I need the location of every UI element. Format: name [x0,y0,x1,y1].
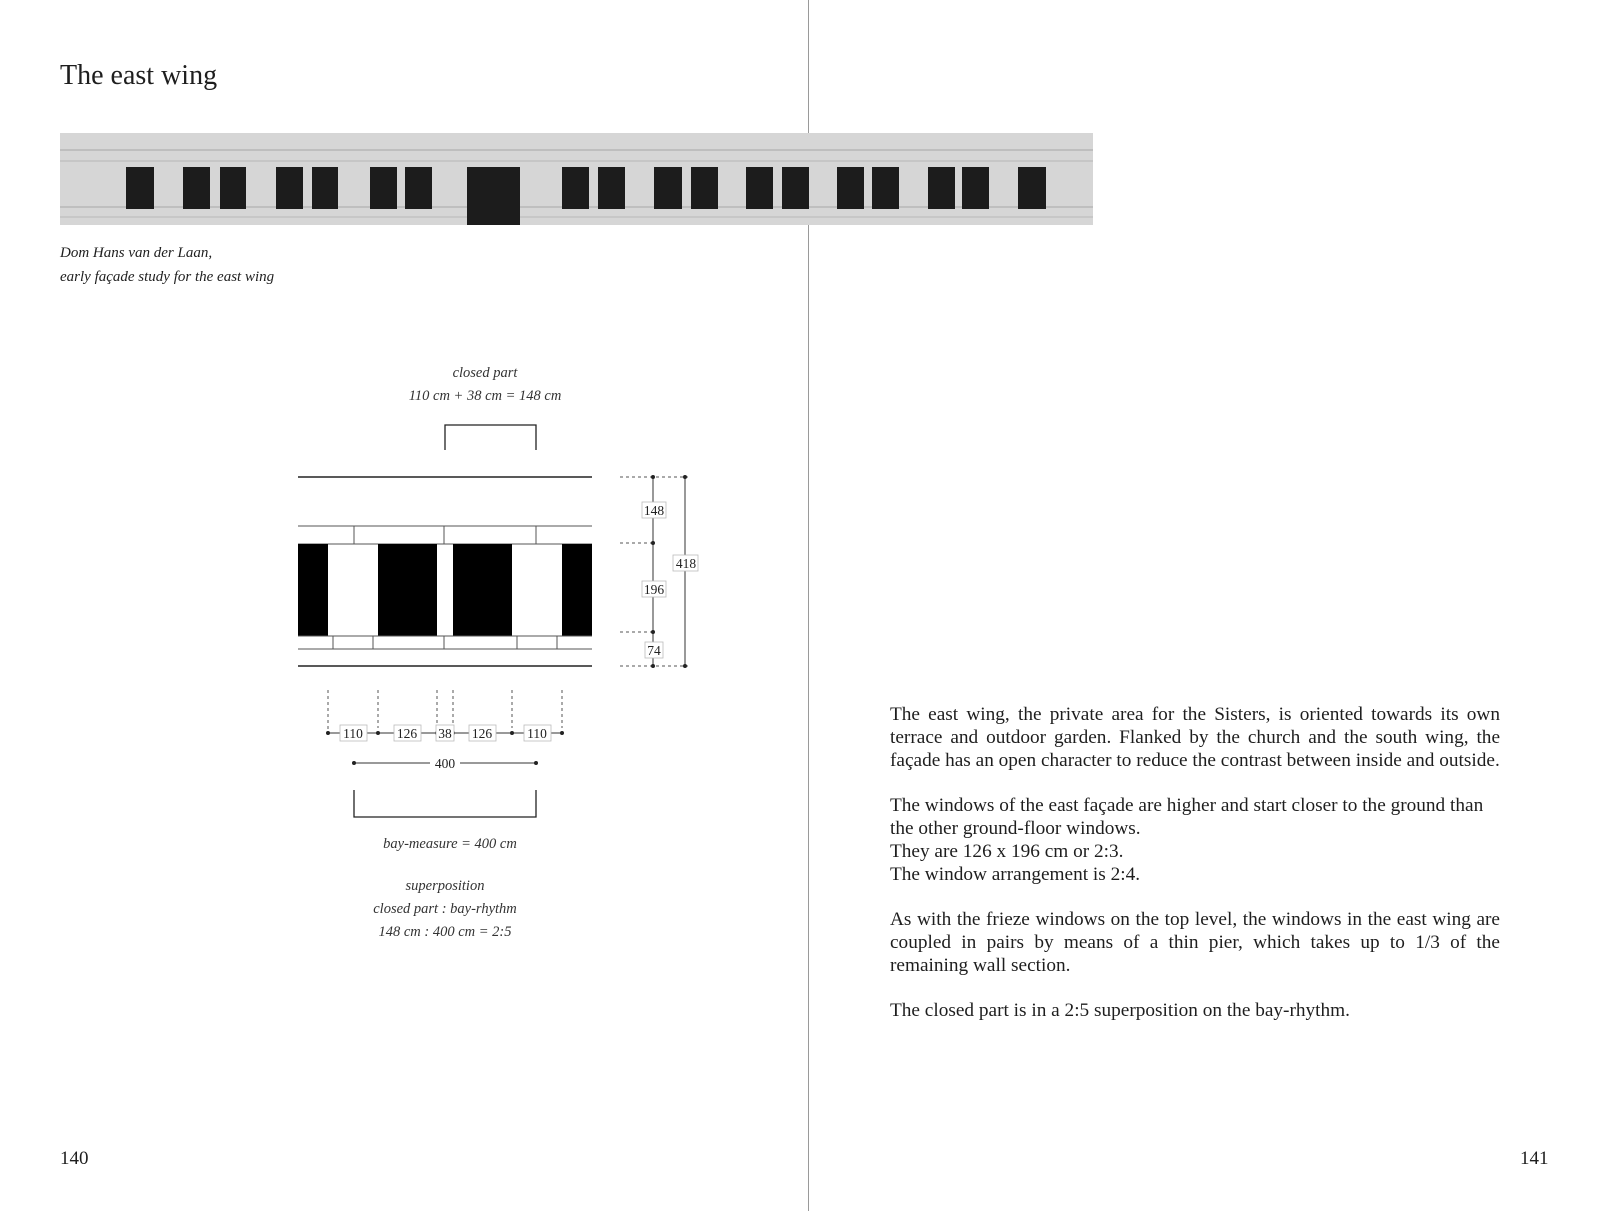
superposition-line: 148 cm : 400 cm = 2:5 [378,924,512,940]
dimension-label: 74 [647,643,661,658]
photo-caption [60,241,274,289]
superposition-line: closed part : bay-rhythm [373,901,517,917]
caption-line: early façade study for the east wing [60,269,275,285]
closed-part-bracket [445,425,536,450]
bay-total-label: 400 [434,756,456,771]
page-number-left: 140 [60,1148,89,1169]
paragraph: The closed part is in a 2:5 superposition on the bay-rhythm. [890,1000,1350,1022]
caption-line: Dom Hans van der Laan, [60,245,213,261]
dimension-label: 110 [527,726,547,741]
superposition-title: superposition [405,878,485,894]
wall-pier [298,544,328,636]
window [453,544,512,636]
dimension-label: 110 [343,726,363,741]
proportion-drawing [280,360,760,960]
paragraph [890,795,1500,886]
bay-measure-label: bay-measure = 400 cm [383,836,517,852]
lintel-joints [354,526,536,544]
dimension-label: 38 [438,726,452,741]
window-blocks [298,544,592,636]
bay-bracket [354,790,536,817]
dimension-label: 126 [471,726,493,741]
dimension-label: 148 [643,503,665,518]
page-title: The east wing [60,60,218,91]
wall-pier [562,544,592,636]
closed-part-label: closed part [452,365,518,381]
sill-joints [333,636,557,649]
text-line: The windows of the east façade are higher and start closer to the ground than the other ground-floor windows. [890,795,1484,839]
paragraph: As with the frieze windows on the top level, the windows in the east wing are coupled in pairs by means of a thin pier, which takes up to 1/3 of the remaining wall section. [890,909,1500,976]
text-line: The window arrangement is 2:4. [890,863,1141,885]
dimension-label: 126 [396,726,418,741]
body-text [890,704,1500,1046]
facade-study-photo [60,133,1093,225]
page-number-right: 141 [1520,1148,1549,1169]
paragraph: The east wing, the private area for the Sisters, is oriented towards its own terrace and outdoor garden. Flanked by the church and the south wing, the façade has an open character to reduce the contrast between inside and outside. [890,704,1500,771]
total-height-label: 418 [675,556,697,571]
text-line: They are 126 x 196 cm or 2:3. [890,840,1124,862]
dimension-label: 196 [643,582,665,597]
window [378,544,437,636]
closed-part-formula: 110 cm + 38 cm = 148 cm [408,388,562,404]
